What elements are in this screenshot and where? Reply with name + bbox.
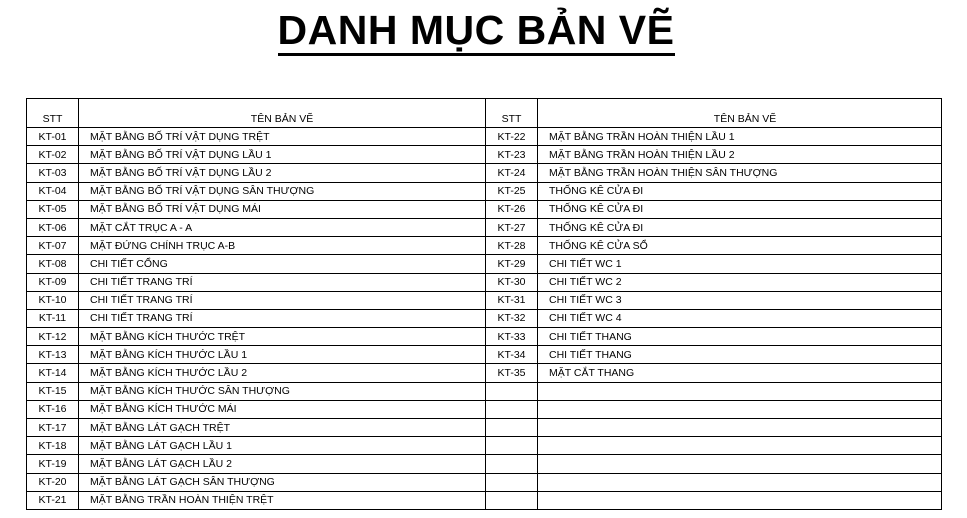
cell-stt-left: KT-16 <box>27 400 79 418</box>
cell-stt-right: KT-30 <box>486 273 538 291</box>
table-row <box>27 491 942 509</box>
cell-stt-left: KT-21 <box>27 491 79 509</box>
table-row <box>27 128 942 146</box>
cell-stt-left: KT-11 <box>27 309 79 327</box>
cell-stt-right: KT-24 <box>486 164 538 182</box>
table-row <box>27 437 942 455</box>
cell-stt-right: KT-31 <box>486 291 538 309</box>
cell-name-left: MẶT BẰNG KÍCH THƯỚC LẦU 1 <box>79 346 486 364</box>
cell-name-right: CHI TIẾT WC 4 <box>538 309 942 327</box>
cell-stt-right: KT-32 <box>486 309 538 327</box>
cell-stt-right: KT-33 <box>486 328 538 346</box>
cell-name-right <box>538 473 942 491</box>
table-row <box>27 164 942 182</box>
cell-stt-left: KT-10 <box>27 291 79 309</box>
cell-stt-right <box>486 382 538 400</box>
cell-stt-right: KT-34 <box>486 346 538 364</box>
cell-stt-right: KT-27 <box>486 218 538 236</box>
cell-name-right <box>538 491 942 509</box>
cell-name-left: MẶT BẰNG KÍCH THƯỚC TRỆT <box>79 328 486 346</box>
cell-name-left: MẶT BẰNG KÍCH THƯỚC MÁI <box>79 400 486 418</box>
table-row <box>27 419 942 437</box>
cell-name-left: MẶT BẰNG TRẦN HOÀN THIỆN TRỆT <box>79 491 486 509</box>
table-row <box>27 200 942 218</box>
cell-stt-right: KT-28 <box>486 237 538 255</box>
cell-stt-right <box>486 491 538 509</box>
cell-stt-left: KT-14 <box>27 364 79 382</box>
table-row <box>27 255 942 273</box>
cell-stt-left: KT-17 <box>27 419 79 437</box>
cell-stt-right: KT-26 <box>486 200 538 218</box>
cell-stt-right: KT-25 <box>486 182 538 200</box>
cell-stt-right <box>486 400 538 418</box>
cell-stt-right <box>486 437 538 455</box>
table-row <box>27 218 942 236</box>
cell-name-left: MẶT BẰNG BỐ TRÍ VẬT DỤNG SÂN THƯỢNG <box>79 182 486 200</box>
table-row <box>27 291 942 309</box>
cell-name-left: MẶT CẮT TRỤC A - A <box>79 218 486 236</box>
cell-stt-right <box>486 419 538 437</box>
cell-name-left: MẶT BẰNG LÁT GẠCH LẦU 2 <box>79 455 486 473</box>
table-row <box>27 382 942 400</box>
cell-name-left: MẶT BẰNG KÍCH THƯỚC LẦU 2 <box>79 364 486 382</box>
cell-name-left: MẶT ĐỨNG CHÍNH TRỤC A-B <box>79 237 486 255</box>
header-name-left: TÊN BẢN VẼ <box>79 99 486 128</box>
cell-name-right <box>538 437 942 455</box>
cell-name-left: MẶT BẰNG LÁT GẠCH SÂN THƯỢNG <box>79 473 486 491</box>
cell-stt-left: KT-04 <box>27 182 79 200</box>
table-row <box>27 364 942 382</box>
cell-stt-left: KT-20 <box>27 473 79 491</box>
table-row <box>27 328 942 346</box>
cell-name-right: THỐNG KÊ CỬA ĐI <box>538 218 942 236</box>
cell-name-left: CHI TIẾT CỔNG <box>79 255 486 273</box>
cell-stt-left: KT-13 <box>27 346 79 364</box>
cell-name-right: MẶT BẰNG TRẦN HOÀN THIỆN LẦU 2 <box>538 146 942 164</box>
cell-stt-right: KT-29 <box>486 255 538 273</box>
cell-name-left: MẶT BẰNG BỐ TRÍ VẬT DỤNG TRỆT <box>79 128 486 146</box>
cell-stt-left: KT-06 <box>27 218 79 236</box>
cell-name-left: MẶT BẰNG KÍCH THƯỚC SÂN THƯỢNG <box>79 382 486 400</box>
cell-stt-right <box>486 455 538 473</box>
cell-stt-left: KT-09 <box>27 273 79 291</box>
cell-stt-left: KT-01 <box>27 128 79 146</box>
cell-name-left: MẶT BẰNG BỐ TRÍ VẬT DỤNG LẦU 1 <box>79 146 486 164</box>
table-row <box>27 346 942 364</box>
cell-name-left: MẶT BẰNG BỐ TRÍ VẬT DỤNG MÁI <box>79 200 486 218</box>
table-row <box>27 237 942 255</box>
cell-stt-left: KT-07 <box>27 237 79 255</box>
cell-name-right: MẶT BẰNG TRẦN HOÀN THIỆN SÂN THƯỢNG <box>538 164 942 182</box>
cell-name-right: THỐNG KÊ CỬA SỔ <box>538 237 942 255</box>
table-row <box>27 182 942 200</box>
cell-name-right: MẶT BẰNG TRẦN HOÀN THIỆN LẦU 1 <box>538 128 942 146</box>
cell-name-right: CHI TIẾT WC 2 <box>538 273 942 291</box>
cell-name-left: MẶT BẰNG LÁT GẠCH LẦU 1 <box>79 437 486 455</box>
cell-name-right: THỐNG KÊ CỬA ĐI <box>538 200 942 218</box>
table-row <box>27 146 942 164</box>
cell-name-right <box>538 455 942 473</box>
cell-stt-left: KT-08 <box>27 255 79 273</box>
table-row <box>27 309 942 327</box>
header-name-right: TÊN BẢN VẼ <box>538 99 942 128</box>
page-title-text: DANH MỤC BẢN VẼ <box>278 7 675 56</box>
cell-stt-right: KT-23 <box>486 146 538 164</box>
cell-stt-right: KT-22 <box>486 128 538 146</box>
table-row <box>27 400 942 418</box>
drawing-list-table <box>26 98 942 510</box>
cell-stt-left: KT-12 <box>27 328 79 346</box>
cell-name-right: CHI TIẾT WC 3 <box>538 291 942 309</box>
cell-name-right: CHI TIẾT THANG <box>538 328 942 346</box>
cell-stt-right: KT-35 <box>486 364 538 382</box>
cell-stt-left: KT-02 <box>27 146 79 164</box>
cell-name-left: MẶT BẰNG BỐ TRÍ VẬT DỤNG LẦU 2 <box>79 164 486 182</box>
cell-name-left: CHI TIẾT TRANG TRÍ <box>79 291 486 309</box>
header-stt-right: STT <box>486 99 538 128</box>
cell-name-right: THỐNG KÊ CỬA ĐI <box>538 182 942 200</box>
table-row <box>27 473 942 491</box>
cell-name-left: MẶT BẰNG LÁT GẠCH TRỆT <box>79 419 486 437</box>
table-row <box>27 455 942 473</box>
cell-stt-left: KT-03 <box>27 164 79 182</box>
cell-name-right: CHI TIẾT WC 1 <box>538 255 942 273</box>
cell-name-right: MẶT CẮT THANG <box>538 364 942 382</box>
page-title <box>0 6 952 54</box>
cell-stt-left: KT-15 <box>27 382 79 400</box>
header-stt-left: STT <box>27 99 79 128</box>
cell-stt-left: KT-19 <box>27 455 79 473</box>
cell-stt-left: KT-05 <box>27 200 79 218</box>
cell-name-right <box>538 382 942 400</box>
cell-name-right <box>538 419 942 437</box>
cell-name-right <box>538 400 942 418</box>
cell-name-left: CHI TIẾT TRANG TRÍ <box>79 309 486 327</box>
cell-stt-left: KT-18 <box>27 437 79 455</box>
cell-name-right: CHI TIẾT THANG <box>538 346 942 364</box>
cell-stt-right <box>486 473 538 491</box>
table-row <box>27 273 942 291</box>
table-header-row <box>27 99 942 128</box>
cell-name-left: CHI TIẾT TRANG TRÍ <box>79 273 486 291</box>
